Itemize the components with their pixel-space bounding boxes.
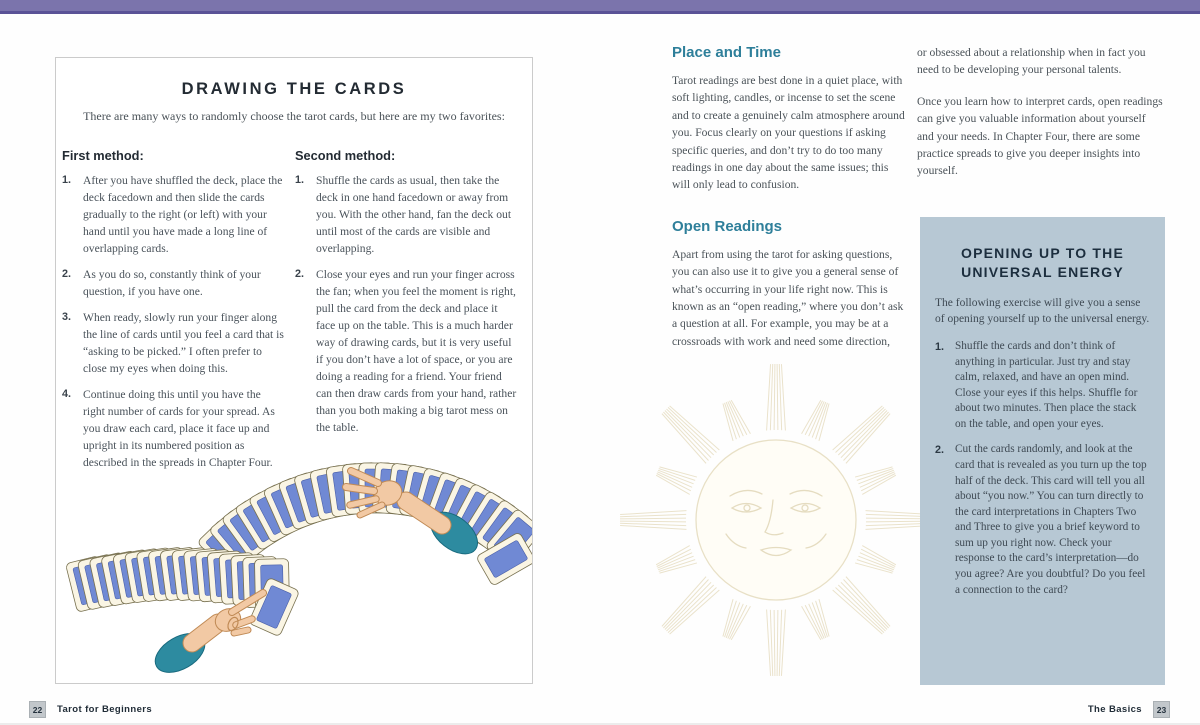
right-page-column-2 [917,44,1165,194]
section-heading-open-readings: Open Readings [672,217,783,235]
item-text: When ready, slowly run your finger along the line of cards until you feel a card that is “asking to be picked.” I often prefer to close my eyes when doing this. [83,311,284,376]
page-number-badge: 22 [29,701,46,718]
exercise-box [920,217,1165,685]
item-number: 2. [935,444,945,457]
top-accent-bar [0,0,1200,14]
left-page-footer [29,701,152,718]
item-text: Close your eyes and run your finger across the fan; when you feel the moment is right, pull the card from the deck and place it face up on the table. This is a much harder way of drawing cards, but it is very useful if you don’t have a lot of space, or you are doing a reading for a friend. Your friend can then draw cards from your hand, rather than you both making a big tarot mess on the table. [316,268,517,435]
list-item [62,266,285,300]
section-heading-place-and-time: Place and Time [672,44,781,61]
exercise-box-intro: The following exercise will give you a sense of opening yourself up to the universal energy. [935,296,1150,325]
item-number: 2. [295,268,305,281]
item-text: Shuffle the cards as usual, then take the deck in one hand facedown or away from you. With the other hand, fan the deck out until most of the cards are visible and overlapping. [316,174,512,256]
continuation-paragraph: Once you learn how to interpret cards, open readings can give you valuable information about yourself and your needs. In Chapter Four, there are some practice spreads to give you deeper insights into yourself. [917,94,1163,178]
right-page-footer [1088,701,1170,718]
list-item [935,442,1150,598]
list-item [295,172,518,257]
list-item [62,309,285,377]
item-text: After you have shuffled the deck, place the deck facedown and then slide the cards gradually to the right (or left) with your hand until you have made a long line of overlapping cards. [83,174,283,256]
item-number: 4. [62,388,72,401]
page-title: DRAWING THE CARDS [181,80,407,98]
book-title-footer: Tarot for Beginners [57,704,153,715]
methods-columns [56,148,532,481]
left-page [55,57,533,684]
item-text: Shuffle the cards and don’t think of anything in particular. Just try and stay calm, relaxed, and have an open mind. Close your eyes if this helps. Shuffle for about two minutes. Then place the stack on the table, and open your eyes. [955,339,1138,430]
continuation-paragraph: or obsessed about a relationship when in fact you need to be developing your personal talents. [917,46,1146,77]
second-method-heading: Second method: [295,148,396,163]
item-text: Continue doing this until you have the right number of cards for your spread. As you draw each card, place it face up and upright in its numbered position as described in the spreads in Chapter Four. [83,388,275,470]
first-method-heading: First method: [62,148,144,163]
item-text: Cut the cards randomly, and look at the card that is revealed as you turn up the top half of the deck. This card will tell you all about “you now.” You can turn directly to the card interpretations in Chapters Two and Three to give you a brief keyword to sum up you right now. Check your response to the card’s interpretation—do you agree? Are you doubtful? Do you feel a connection to the card? [955,443,1147,596]
page-number-badge: 23 [1153,701,1170,718]
open-readings-body: Apart from using the tarot for asking questions, you can also use it to give you a general sense of what’s occurring in your life right now. This is known as an “open reading,” where you don’t ask a question at all. For example, you may be at a crossroads with work and need some direction, [672,247,904,348]
second-method-column [295,148,518,481]
right-page-column-1 [672,44,905,364]
item-text: As you do so, constantly think of your question, if you have one. [83,268,261,299]
place-and-time-body: Tarot readings are best done in a quiet place, with soft lighting, candles, or incense to set the scene and to create a genuinely calm atmosphere around you. Focus clearly on your questions if asking specific queries, and don’t try to do too many readings in one day about the same issues; this will only lead to confusion. [672,74,905,192]
item-number: 1. [935,340,945,353]
list-item [62,172,285,257]
exercise-box-heading: OPENING UP TO THE UNIVERSAL ENERGY [960,245,1125,280]
item-number: 1. [295,174,305,186]
list-item [295,266,518,436]
item-number: 1. [62,174,72,186]
item-number: 3. [62,311,72,324]
hands-fanning-cards-illustration [56,441,532,683]
item-number: 2. [62,268,72,281]
sun-face-illustration [600,350,940,690]
intro-text: There are many ways to randomly choose the tarot cards, but here are my two favorites: [83,109,505,123]
list-item [935,339,1150,432]
first-method-column [62,148,285,481]
section-title-footer: The Basics [1087,704,1142,715]
